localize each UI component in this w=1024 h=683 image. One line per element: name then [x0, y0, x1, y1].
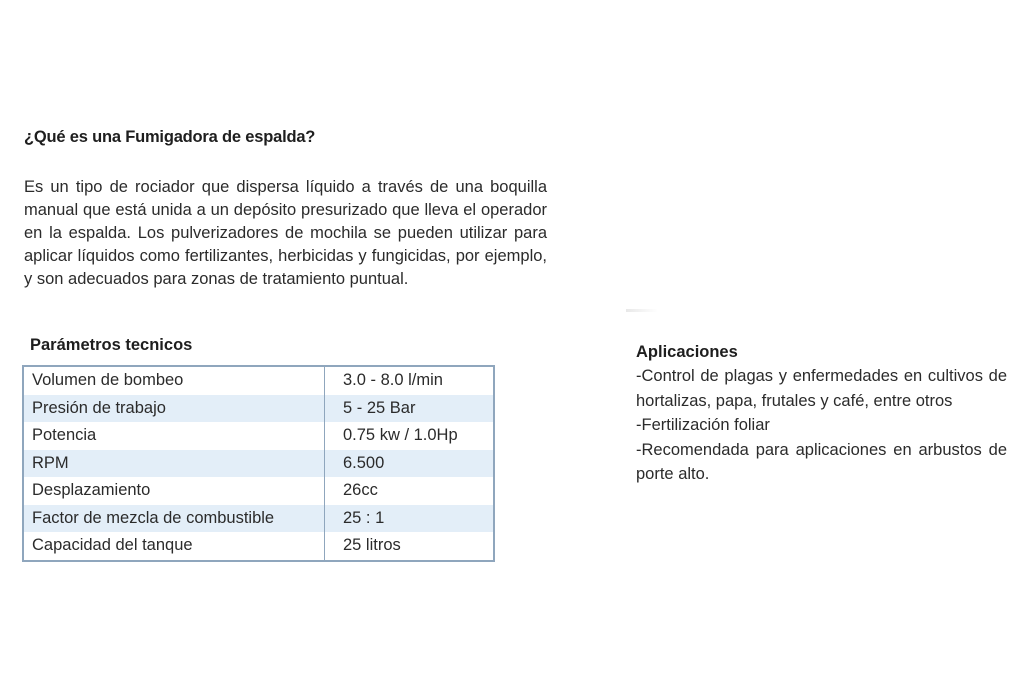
faint-divider-mark — [626, 309, 658, 312]
table-row — [23, 422, 494, 450]
param-label: Capacidad del tanque — [23, 532, 325, 561]
param-label: Presión de trabajo — [23, 395, 325, 423]
applications-title: Aplicaciones — [636, 343, 738, 361]
params-title: Parámetros tecnicos — [30, 336, 193, 354]
params-table — [22, 365, 495, 562]
param-value: 6.500 — [325, 450, 495, 478]
application-item: -Fertilización foliar — [636, 416, 770, 434]
param-value: 25 litros — [343, 536, 401, 555]
table-row — [23, 477, 494, 505]
param-value: 3.0 - 8.0 l/min — [343, 371, 443, 390]
param-label: RPM — [23, 450, 325, 478]
table-row — [23, 450, 494, 478]
param-label: Desplazamiento — [23, 477, 325, 505]
table-row — [23, 532, 494, 561]
table-row — [23, 395, 494, 423]
param-value: 26cc — [343, 481, 378, 500]
table-row — [23, 366, 494, 395]
application-item: -Recomendada para aplicaciones en arbustos de porte alto. — [636, 440, 1007, 483]
param-value: 5 - 25 Bar — [325, 395, 495, 423]
param-label: Potencia — [23, 422, 325, 450]
table-row — [23, 505, 494, 533]
param-label: Factor de mezcla de combustible — [23, 505, 325, 533]
param-value: 0.75 kw / 1.0Hp — [343, 426, 458, 445]
applications-section — [636, 343, 1007, 487]
param-label: Volumen de bombeo — [23, 366, 325, 395]
question-title: ¿Qué es una Fumigadora de espalda? — [24, 128, 316, 146]
param-value: 25 : 1 — [325, 505, 495, 533]
intro-paragraph: Es un tipo de rociador que dispersa líquido a través de una boquilla manual que está unida a un depósito presurizado que lleva el operador en la espalda. Los pulverizadores de mochila se pueden utilizar para aplicar líquidos como fertilizantes, herbicidas y fungicidas, por ejemplo, y son adecuados para zonas de tratamiento puntual. — [24, 178, 547, 288]
application-item: -Control de plagas y enfermedades en cultivos de hortalizas, papa, frutales y café, entre otros — [636, 367, 1007, 410]
